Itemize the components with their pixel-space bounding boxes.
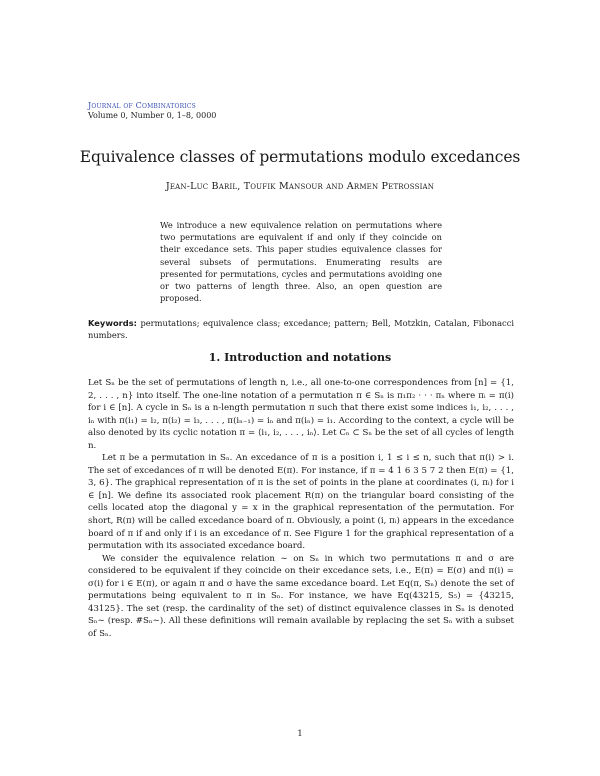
journal-volume: Volume 0, Number 0, 1–8, 0000 xyxy=(88,111,217,120)
paragraph-1: Let Sₙ be the set of permutations of length n, i.e., all one-to-one correspondences from [n] = {1, 2, . . . , n} into itself. The one-line notation of a permutation π ∈ Sₙ is π₁π₂ · · · πₙ where πᵢ = π(i) for i ∈ [n]. A cycle in Sₙ is a n-length permutation π such that there exist some indices i₁, i₂, . . . , iₙ with π(i₁) = i₂, π(i₂) = i₃, . . . , π(iₙ₋₁) = iₙ and π(iₙ) = i₁. According to the context, a cycle will be also denoted by its cyclic notation π = ⟨i₁, i₂, . . . , iₙ⟩. Let Cₙ ⊂ Sₙ be the set of all cycles of length n. xyxy=(88,378,514,451)
page-number: 1 xyxy=(297,729,303,739)
keywords xyxy=(88,317,514,341)
paper-title: Equivalence classes of permutations modulo excedances xyxy=(79,148,521,166)
journal-header xyxy=(88,101,216,121)
paragraph-2: Let π be a permutation in Sₙ. An excedance of π is a position i, 1 ≤ i ≤ n, such that π(i) > i. The set of excedances of π will be denoted E(π). For instance, if π = 4 1 6 3 5 7 2 then E(π) = {1, 3, 6}. The graphical representation of π is the set of points in the plane at coordinates (i, πᵢ) for i ∈ [n]. We define its associated rook placement R(π) on the triangular board consisting of the cells located atop the diagonal y = x in the graphical representation of the permutation. For short, R(π) will be called excedance board of π. Obviously, a point (i, πᵢ) appears in the excedance board of π if and only if i is an excedance of π. See Figure 1 for the graphical representation of a permutation with its associated excedance board. xyxy=(88,453,514,552)
paragraph-3: We consider the equivalence relation ∼ on Sₙ in which two permutations π and σ are considered to be equivalent if they coincide on their excedance sets, i.e., E(π) = E(σ) and π(i) = σ(i) for i ∈ E(π), or again π and σ have the same excedance board. Let Eq(π, Sₙ) denote the set of permutations being equivalent to π in Sₙ. For instance, we have Eq(43215, S₅) = {43215, 43125}. The set (resp. the cardinality of the set) of distinct equivalence classes in Sₙ is denoted Sₙ∼ (resp. #Sₙ∼). All these definitions will remain available by replacing the set Sₙ with a subset of Sₙ. xyxy=(88,553,514,639)
journal-name: Journal of Combinatorics xyxy=(88,101,196,110)
paper-authors: Jean-Luc Baril, Toufik Mansour and Armen Petrossian xyxy=(165,181,435,192)
section-heading: 1. Introduction and notations xyxy=(208,351,392,364)
keywords-text: permutations; equivalence class; excedance; pattern; Bell, Motzkin, Catalan, Fibonacci numbers. xyxy=(88,318,515,341)
section-body xyxy=(88,377,514,640)
keywords-label: Keywords: xyxy=(88,318,137,328)
abstract: We introduce a new equivalence relation on permutations where two permutations are equivalent if and only if they coincide on their excedance sets. This paper studies equivalence classes for several subsets of permutations. Enumerating results are presented for permutations, cycles and permutations avoiding one or two patterns of length three. Also, an open question are proposed. xyxy=(160,220,442,304)
